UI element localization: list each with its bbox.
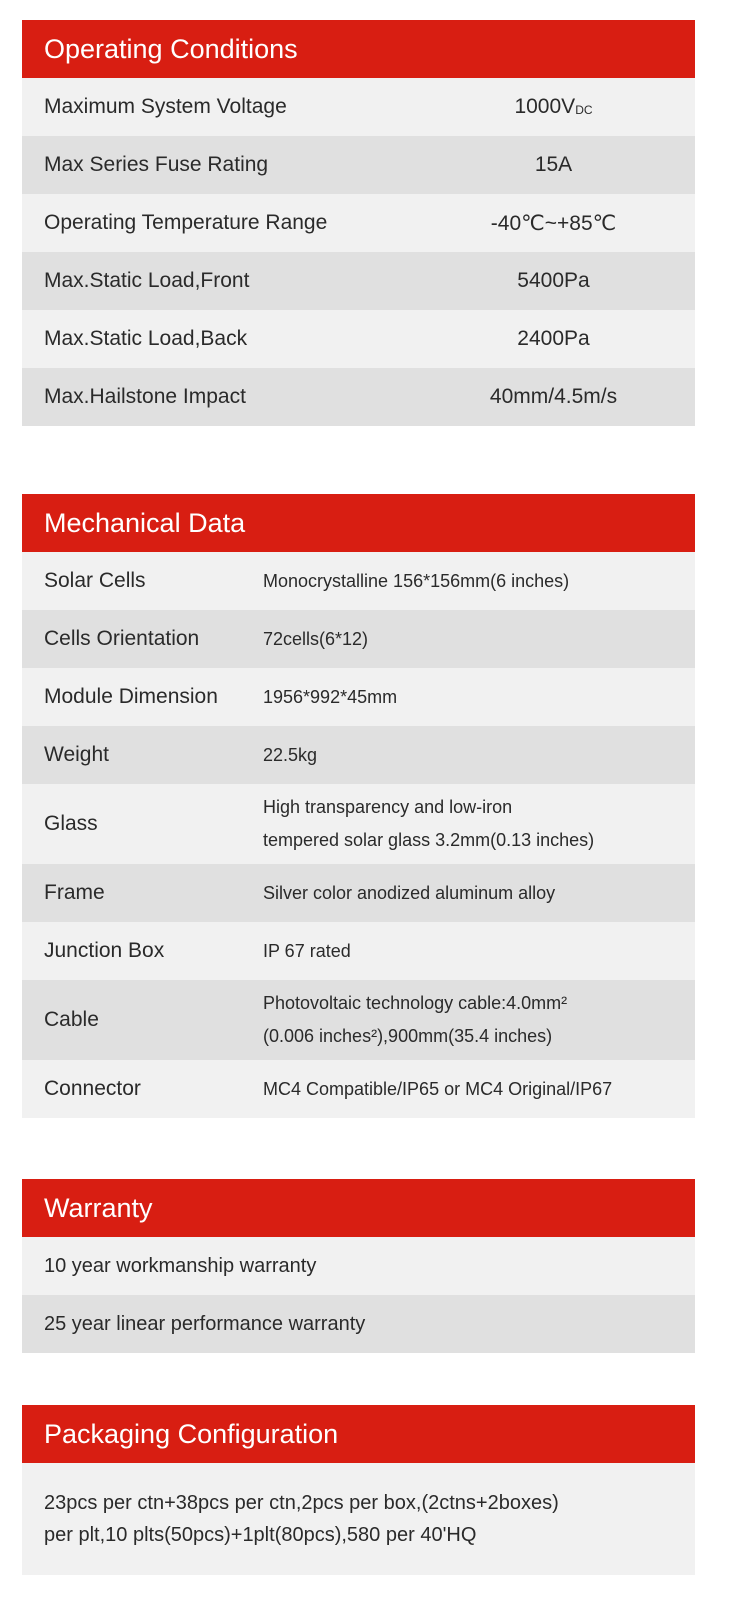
spec-label: Maximum System Voltage bbox=[44, 95, 287, 118]
spec-value: -40℃~+85℃ bbox=[490, 211, 617, 235]
mechanical-data-section bbox=[22, 494, 695, 1118]
operating-conditions-section bbox=[22, 20, 695, 426]
warranty-row bbox=[22, 1295, 695, 1353]
spec-label: Connector bbox=[44, 1077, 141, 1100]
spec-value: 2400Pa bbox=[517, 327, 590, 350]
spec-row-weight bbox=[22, 726, 695, 784]
spec-value: 15A bbox=[534, 153, 573, 176]
spec-value: 1000VDC bbox=[514, 95, 593, 118]
packaging-text: 23pcs per ctn+38pcs per ctn,2pcs per box,(2ctns+2boxes) per plt,10 plts(50pcs)+1plt(80pcs),580 per 40'HQ bbox=[44, 1492, 559, 1546]
spec-label: Junction Box bbox=[44, 939, 165, 962]
spec-row-junction-box bbox=[22, 922, 695, 980]
mechanical-data-header: Mechanical Data bbox=[22, 494, 695, 552]
spec-value: 72cells(6*12) bbox=[263, 628, 369, 649]
spec-value: 22.5kg bbox=[263, 744, 318, 765]
spec-row-operating-temperature bbox=[22, 194, 695, 252]
spec-value: 1956*992*45mm bbox=[263, 686, 398, 707]
spec-value: Photovoltaic technology cable:4.0mm² (0.006 inches²),900mm(35.4 inches) bbox=[263, 993, 568, 1046]
spec-row-max-system-voltage bbox=[22, 78, 695, 136]
spec-label: Cells Orientation bbox=[44, 627, 200, 650]
warranty-header: Warranty bbox=[22, 1179, 695, 1237]
spec-label: Glass bbox=[44, 812, 98, 835]
spec-row-glass bbox=[22, 784, 695, 864]
packaging-row bbox=[22, 1463, 695, 1575]
spec-value: Monocrystalline 156*156mm(6 inches) bbox=[263, 570, 570, 591]
spec-label: Max.Static Load,Front bbox=[44, 269, 250, 292]
spec-row-static-load-front bbox=[22, 252, 695, 310]
spec-label: Frame bbox=[44, 881, 105, 904]
spec-value: MC4 Compatible/IP65 or MC4 Original/IP67 bbox=[263, 1078, 613, 1099]
spec-label: Max Series Fuse Rating bbox=[44, 153, 269, 176]
spec-row-solar-cells bbox=[22, 552, 695, 610]
spec-row-module-dimension bbox=[22, 668, 695, 726]
spec-row-max-series-fuse bbox=[22, 136, 695, 194]
spec-value: 40mm/4.5m/s bbox=[489, 385, 618, 408]
spec-label: Max.Hailstone Impact bbox=[44, 385, 246, 408]
spec-label: Module Dimension bbox=[44, 685, 218, 708]
warranty-text: 25 year linear performance warranty bbox=[44, 1312, 366, 1335]
spec-value: 5400Pa bbox=[517, 269, 590, 292]
spec-label: Weight bbox=[44, 743, 109, 766]
spec-label: Max.Static Load,Back bbox=[44, 327, 248, 350]
spec-label: Cable bbox=[44, 1008, 99, 1031]
spec-row-connector bbox=[22, 1060, 695, 1118]
spec-row-hailstone-impact bbox=[22, 368, 695, 426]
packaging-header: Packaging Configuration bbox=[22, 1405, 695, 1463]
spec-row-cable bbox=[22, 980, 695, 1060]
spec-label: Operating Temperature Range bbox=[44, 211, 328, 234]
spec-row-static-load-back bbox=[22, 310, 695, 368]
spec-row-frame bbox=[22, 864, 695, 922]
warranty-section bbox=[22, 1179, 695, 1353]
spec-row-cells-orientation bbox=[22, 610, 695, 668]
warranty-text: 10 year workmanship warranty bbox=[44, 1254, 317, 1277]
unit-subscript: DC bbox=[575, 103, 593, 117]
spec-value: High transparency and low-iron tempered solar glass 3.2mm(0.13 inches) bbox=[263, 797, 595, 850]
warranty-row bbox=[22, 1237, 695, 1295]
packaging-section bbox=[22, 1405, 695, 1575]
spec-value: Silver color anodized aluminum alloy bbox=[263, 882, 556, 903]
spec-label: Solar Cells bbox=[44, 569, 146, 592]
operating-conditions-header: Operating Conditions bbox=[22, 20, 695, 78]
spec-value: IP 67 rated bbox=[263, 940, 351, 961]
